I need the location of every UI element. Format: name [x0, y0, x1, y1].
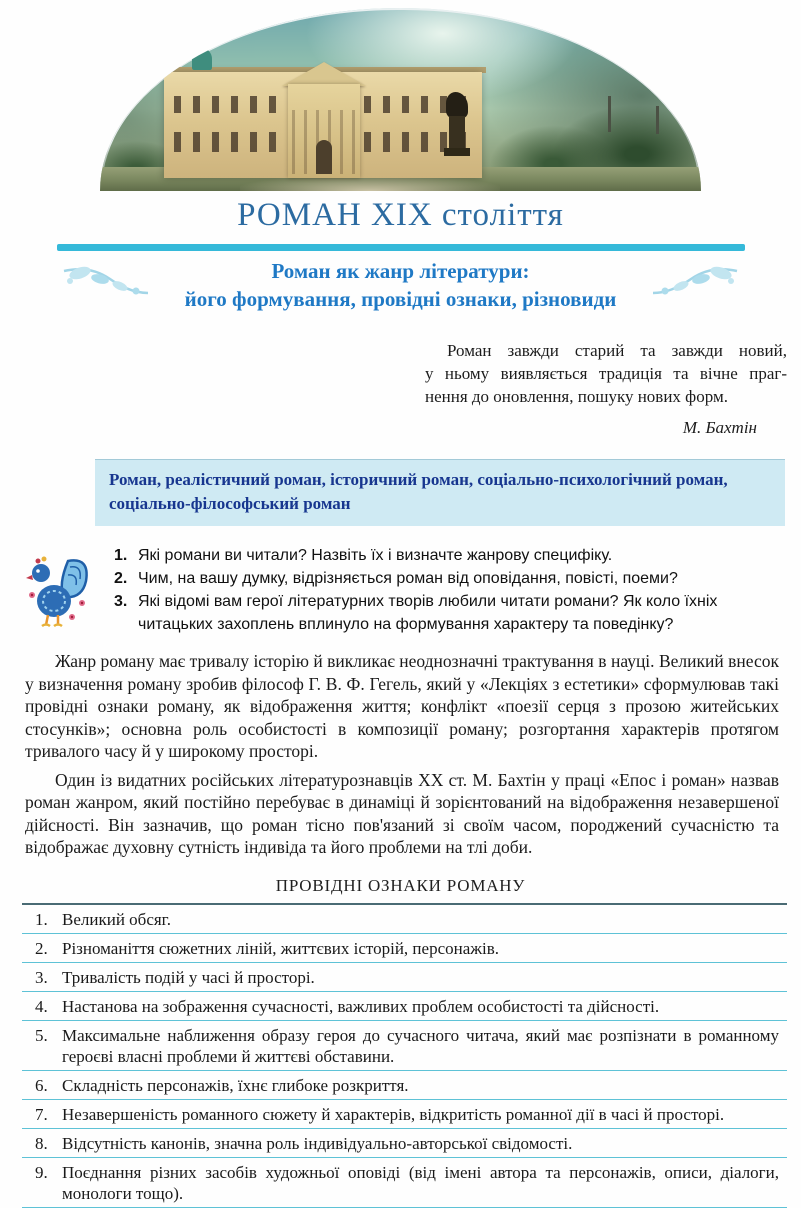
body-paragraph: Один із видатних російських літературознавців XX ст. М. Бахтін у праці «Епос і роман» назвав роман жанром, який постійно перебуває в динаміці й зорієнтований на відображення незавершеної дійсності. Він зазначив, що роман тісно пов'язаний зі своїм часом, породжений сучасністю та відображає духовну сутність індивіда та його проблеми на тлі доби.: [25, 769, 779, 857]
palace-building: [164, 72, 482, 178]
questions-list: [104, 544, 775, 636]
row-text: Різноманіття сюжетних ліній, життєвих історій, персонажів.: [62, 938, 500, 958]
equestrian-statue: [446, 92, 468, 118]
distant-spire: [656, 106, 659, 134]
green-dome: [192, 48, 212, 70]
divider-band: [57, 244, 745, 251]
row-text: Великий обсяг.: [62, 909, 171, 929]
epigraph: [425, 339, 787, 439]
portico-door: [316, 140, 332, 174]
statue-pedestal: [449, 116, 465, 150]
question-number: 3.: [114, 593, 128, 610]
question-number: 2.: [114, 570, 128, 587]
statue-base: [444, 148, 470, 156]
table-row: [22, 1021, 787, 1071]
floral-ornament-icon: [647, 259, 743, 303]
question-item: [114, 567, 775, 590]
section-title-line1: Роман як жанр літератури:: [271, 259, 530, 283]
table-row: [22, 1071, 787, 1100]
question-text: Чим, на вашу думку, відрізняється роман від оповідання, повісті, поеми?: [138, 570, 678, 587]
row-number: 8.: [35, 1133, 48, 1153]
palace-pediment: [282, 62, 366, 86]
row-text: Тривалість подій у часі й просторі.: [62, 967, 315, 987]
row-number: 7.: [35, 1104, 48, 1124]
table-row: [22, 1100, 787, 1129]
features-table: [22, 903, 787, 1208]
palace-portico: [288, 84, 360, 178]
row-text: Максимальне наближення образу героя до сучасного читача, який має розпізнати в романному героєві власні проблеми й життєві обставини.: [62, 1025, 779, 1066]
row-text: Відсутність канонів, значна роль індивідуально-авторської свідомості.: [62, 1133, 573, 1153]
question-text: Які романи ви читали? Назвіть їх і визначте жанрову специфіку.: [138, 547, 613, 564]
table-row: [22, 905, 787, 934]
epigraph-line: Роман завжди старий та завжди новий,: [447, 341, 787, 360]
row-number: 6.: [35, 1075, 48, 1095]
row-number: 3.: [35, 967, 48, 987]
row-number: 1.: [35, 909, 48, 929]
row-number: 4.: [35, 996, 48, 1016]
row-number: 9.: [35, 1162, 48, 1182]
row-text: Складність персонажів, їхнє глибоке розкриття.: [62, 1075, 409, 1095]
body-paragraph: Жанр роману має тривалу історію й викликає неоднозначні трактування в науці. Великий внесок у визначення роману зробив філософ Г. В. Ф. Гегель, який у «Лекціях з естетики» сформулював такі провідні ознаки роману, як відображення життя; конфлікт «поезії серця з прозою житейських стосунків»; основна роль особистості в композиції роману; розгортання характерів протягом тривалого часу й у широкому просторі.: [25, 651, 779, 761]
section-title-zone: [0, 257, 801, 313]
table-row: [22, 1129, 787, 1158]
table-row: [22, 1158, 787, 1208]
folk-bird-icon: [24, 544, 104, 636]
question-item: [114, 590, 775, 636]
epigraph-line: у ньому виявляється традиція та вічне праг-: [425, 364, 787, 383]
key-terms-box: Роман, реалістичний роман, історичний роман, соціально-психологічний роман, соціально-філософський роман: [95, 459, 785, 526]
features-table-heading: ПРОВІДНІ ОЗНАКИ РОМАНУ: [275, 875, 526, 895]
table-row: [22, 992, 787, 1021]
row-text: Настанова на зображення сучасності, важливих проблем особистості та дійсності.: [62, 996, 660, 1016]
row-number: 5.: [35, 1025, 48, 1045]
question-item: [114, 544, 775, 567]
question-number: 1.: [114, 547, 128, 564]
floral-ornament-icon: [58, 259, 154, 303]
epigraph-line: нення до оновлення, пошуку нових форм.: [425, 387, 728, 406]
row-number: 2.: [35, 938, 48, 958]
palace-painting: [100, 8, 701, 191]
section-title-line2: його формування, провідні ознаки, різновиди: [184, 287, 617, 311]
row-text: Поєднання різних засобів художньої оповіді (від імені автора та персонажів, описи, діалоги, монологи тощо).: [62, 1162, 779, 1203]
question-text: Які відомі вам герої літературних творів любили читати романи? Як коло їхніх читацьких захоплень вплинуло на формування характеру та поведінку?: [138, 593, 718, 633]
chapter-title: РОМАН XIX століття: [237, 197, 564, 233]
table-row: [22, 963, 787, 992]
questions-block: [24, 544, 775, 636]
table-row: [22, 934, 787, 963]
trees-right: [481, 79, 701, 179]
epigraph-author: М. Бахтін: [682, 418, 757, 437]
distant-spire: [608, 96, 611, 132]
header-illustration-zone: [0, 0, 801, 192]
row-text: Незавершеність романного сюжету й характерів, відкритість романної дії в часі й просторі.: [62, 1104, 725, 1124]
